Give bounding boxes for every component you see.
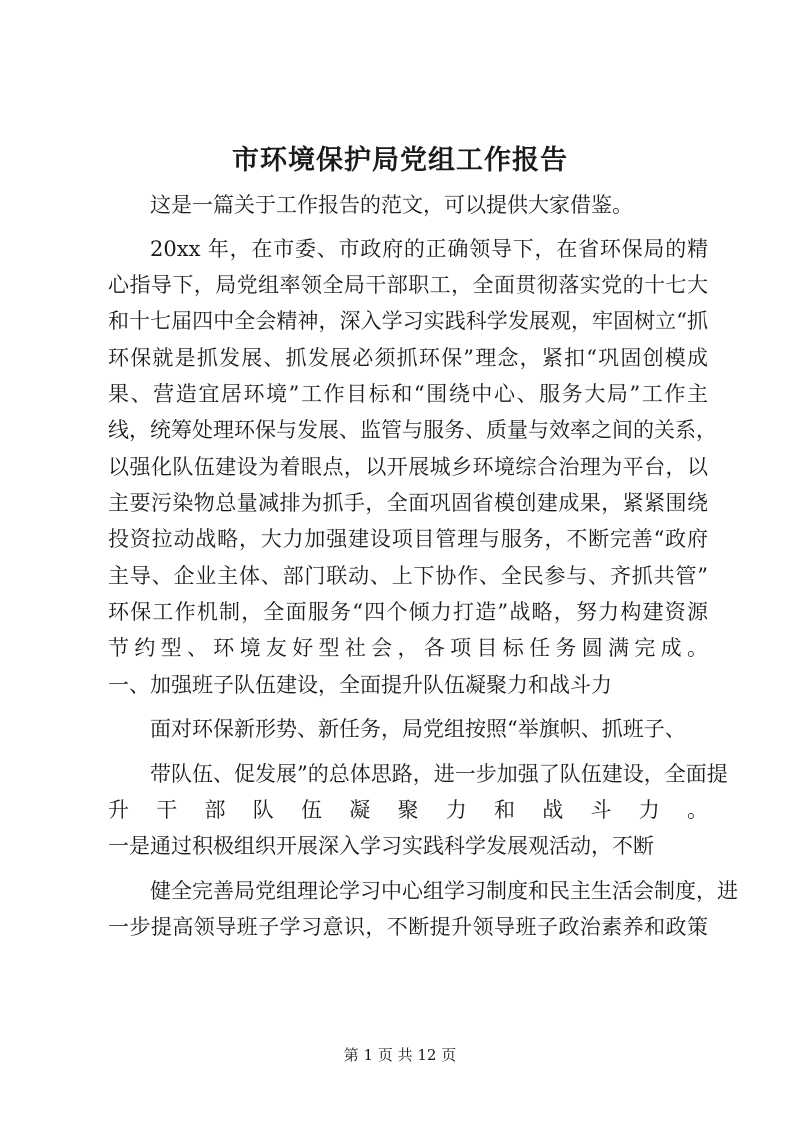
paragraph-line: 主导、企业主体、部门联动、上下协作、全民参与、齐抓共管” — [108, 564, 708, 588]
paragraph-line: 以强化队伍建设为着眼点，以开展城乡环境综合治理为平台，以 — [108, 455, 708, 479]
paragraph-line: 投资拉动战略，大力加强建设项目管理与服务，不断完善“政府 — [108, 527, 708, 551]
document-title: 市环境保护局党组工作报告 — [232, 145, 568, 176]
paragraph-line: 果、营造宜居环境”工作目标和“围绕中心、服务大局”工作主 — [108, 382, 708, 406]
page-number-footer: 第 1 页 共 12 页 — [343, 1046, 457, 1064]
paragraph-line: 带队伍、促发展”的总体思路，进一步加强了队伍建设，全面提 — [150, 762, 728, 786]
paragraph-line: 一、加强班子队伍建设，全面提升队伍凝聚力和战斗力 — [108, 673, 612, 697]
paragraph-line: 健全完善局党组理论学习中心组学习制度和民主生活会制度，进 — [150, 879, 738, 903]
section-heading: 面对环保新形势、新任务，局党组按照“举旗帜、抓班子、 — [150, 717, 686, 741]
paragraph-line: 和十七届四中全会精神，深入学习实践科学发展观，牢固树立“抓 — [108, 309, 708, 333]
paragraph-line: 环保工作机制，全面服务“四个倾力打造”战略，努力构建资源 — [108, 600, 708, 624]
paragraph-line: 这是一篇关于工作报告的范文，可以提供大家借鉴。 — [150, 193, 633, 217]
paragraph-line: 心指导下，局党组率领全局干部职工，全面贯彻落实党的十七大 — [108, 273, 708, 297]
paragraph-line: 线，统筹处理环保与发展、监管与服务、质量与效率之间的关系， — [108, 418, 717, 442]
paragraph-line: 一步提高领导班子学习意识，不断提升领导班子政治素养和政策 — [108, 915, 708, 939]
paragraph-line: 升干部队伍凝聚力和战斗力。 — [108, 798, 708, 822]
paragraph-line: 节约型、环境友好型社会，各项目标任务圆满完成。 — [108, 636, 708, 660]
paragraph-line: 一是通过积极组织开展深入学习实践科学发展观活动，不断 — [108, 834, 654, 858]
paragraph-line: 主要污染物总量减排为抓手，全面巩固省模创建成果，紧紧围绕 — [108, 491, 708, 515]
paragraph-line: 环保就是抓发展、抓发展必须抓环保”理念，紧扣“巩固创模成 — [108, 346, 708, 370]
paragraph-line: 20xx 年，在市委、市政府的正确领导下，在省环保局的精 — [150, 237, 708, 261]
